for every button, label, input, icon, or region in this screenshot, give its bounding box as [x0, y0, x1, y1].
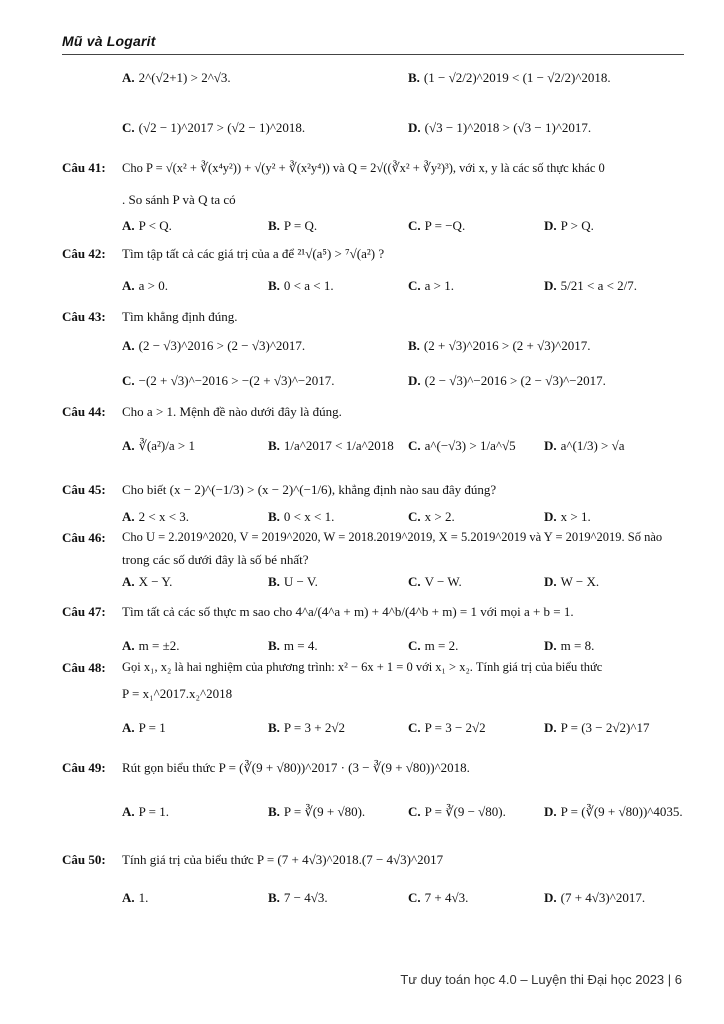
- prev-option-d: D. (√3 − 1)^2018 > (√3 − 1)^2017.: [408, 120, 592, 135]
- question-48-text-2: P = x₁^2017.x₂^2018: [122, 686, 233, 701]
- prev-option-a: A. 2^(√2+1) > 2^√3.: [122, 70, 231, 85]
- question-49-option-b: B. P = ∛(9 + √80).: [268, 804, 366, 819]
- question-41-label: Câu 41:: [62, 160, 106, 175]
- question-47-option-a: A. m = ±2.: [122, 638, 180, 653]
- question-47-text: Tìm tất cả các số thực m sao cho 4^a/(4^a + m) + 4^b/(4^b + m) = 1 với mọi a + b = 1.: [122, 604, 574, 619]
- question-49-label: Câu 49:: [62, 760, 106, 775]
- question-45-option-d: D. x > 1.: [544, 509, 591, 524]
- question-48-option-b: B. P = 3 + 2√2: [268, 720, 345, 735]
- question-41-text-2: . So sánh P và Q ta có: [122, 192, 236, 207]
- question-46-option-d: D. W − X.: [544, 574, 600, 589]
- question-41-option-a: A. P < Q.: [122, 218, 172, 233]
- question-41-option-b: B. P = Q.: [268, 218, 318, 233]
- question-47-option-c: C. m = 2.: [408, 638, 459, 653]
- question-44-text: Cho a > 1. Mệnh đề nào dưới đây là đúng.: [122, 404, 342, 419]
- question-49-option-c: C. P = ∛(9 − √80).: [408, 804, 506, 819]
- question-46-option-a: A. X − Y.: [122, 574, 173, 589]
- question-50-label: Câu 50:: [62, 852, 106, 867]
- question-50-option-c: C. 7 + 4√3.: [408, 890, 469, 905]
- question-41-option-d: D. P > Q.: [544, 218, 594, 233]
- question-45-option-c: C. x > 2.: [408, 509, 455, 524]
- question-45-option-b: B. 0 < x < 1.: [268, 509, 335, 524]
- question-50-option-b: B. 7 − 4√3.: [268, 890, 328, 905]
- question-42-option-b: B. 0 < a < 1.: [268, 278, 334, 293]
- question-44-option-d: D. a^(1/3) > √a: [544, 438, 625, 453]
- question-48-option-c: C. P = 3 − 2√2: [408, 720, 486, 735]
- prev-option-b: B. (1 − √2/2)^2019 < (1 − √2/2)^2018.: [408, 70, 611, 85]
- question-47-label: Câu 47:: [62, 604, 106, 619]
- question-45-label: Câu 45:: [62, 482, 106, 497]
- question-42-label: Câu 42:: [62, 246, 106, 261]
- question-49-text: Rút gọn biểu thức P = (∛(9 + √80))^2017 · (3 − ∛(9 + √80))^2018.: [122, 760, 470, 775]
- question-44-option-a: A. ∛(a²)/a > 1: [122, 438, 195, 453]
- header-title: Mũ và Logarit: [62, 33, 156, 49]
- page-footer: Tư duy toán học 4.0 – Luyện thi Đại học 2023 | 6: [400, 972, 682, 987]
- question-47-option-d: D. m = 8.: [544, 638, 595, 653]
- question-43-text: Tìm khẳng định đúng.: [122, 309, 238, 324]
- question-50-text: Tính giá trị của biểu thức P = (7 + 4√3)^2018.(7 − 4√3)^2017: [122, 852, 444, 867]
- question-42-option-c: C. a > 1.: [408, 278, 454, 293]
- question-44-option-c: C. a^(−√3) > 1/a^√5: [408, 438, 516, 453]
- question-49-option-a: A. P = 1.: [122, 804, 169, 819]
- question-48-text: Gọi x₁, x₂ là hai nghiệm của phương trình: x² − 6x + 1 = 0 với x₁ > x₂. Tính giá trị của biểu thức: [122, 660, 603, 674]
- question-48-label: Câu 48:: [62, 660, 106, 675]
- question-43-option-c: C. −(2 + √3)^−2016 > −(2 + √3)^−2017.: [122, 373, 335, 388]
- question-48-option-d: D. P = (3 − 2√2)^17: [544, 720, 650, 735]
- question-41-option-c: C. P = −Q.: [408, 218, 466, 233]
- question-46-text: Cho U = 2.2019^2020, V = 2019^2020, W = 2018.2019^2019, X = 5.2019^2019 và Y = 2019^2019. Số nào: [122, 530, 663, 544]
- question-44-label: Câu 44:: [62, 404, 106, 419]
- question-48-option-a: A. P = 1: [122, 720, 166, 735]
- question-47-option-b: B. m = 4.: [268, 638, 318, 653]
- question-43-option-a: A. (2 − √3)^2016 > (2 − √3)^2017.: [122, 338, 306, 353]
- question-42-option-a: A. a > 0.: [122, 278, 168, 293]
- question-44-option-b: B. 1/a^2017 < 1/a^2018: [268, 438, 394, 453]
- question-42-text: Tìm tập tất cả các giá trị của a để ²¹√(a⁵) > ⁷√(a²) ?: [122, 246, 385, 261]
- prev-option-c: C. (√2 − 1)^2017 > (√2 − 1)^2018.: [122, 120, 306, 135]
- question-43-label: Câu 43:: [62, 309, 106, 324]
- question-43-option-b: B. (2 + √3)^2016 > (2 + √3)^2017.: [408, 338, 591, 353]
- question-46-option-c: C. V − W.: [408, 574, 462, 589]
- question-49-option-d: D. P = (∛(9 + √80))^4035.: [544, 804, 683, 819]
- question-41-text: Cho P = √(x² + ∛(x⁴y²)) + √(y² + ∛(x²y⁴)) và Q = 2√((∛x² + ∛y²)³), với x, y là các số thực khác 0: [122, 161, 605, 175]
- question-46-text-2: trong các số dưới đây là số bé nhất?: [122, 552, 309, 567]
- page-header: [62, 30, 684, 55]
- question-45-option-a: A. 2 < x < 3.: [122, 509, 190, 524]
- question-43-option-d: D. (2 − √3)^−2016 > (2 − √3)^−2017.: [408, 373, 606, 388]
- question-46-option-b: B. U − V.: [268, 574, 318, 589]
- question-46-label: Câu 46:: [62, 530, 106, 545]
- question-50-option-a: A. 1.: [122, 890, 149, 905]
- question-42-option-d: D. 5/21 < a < 2/7.: [544, 278, 638, 293]
- question-50-option-d: D. (7 + 4√3)^2017.: [544, 890, 646, 905]
- question-45-text: Cho biết (x − 2)^(−1/3) > (x − 2)^(−1/6), khẳng định nào sau đây đúng?: [122, 482, 497, 497]
